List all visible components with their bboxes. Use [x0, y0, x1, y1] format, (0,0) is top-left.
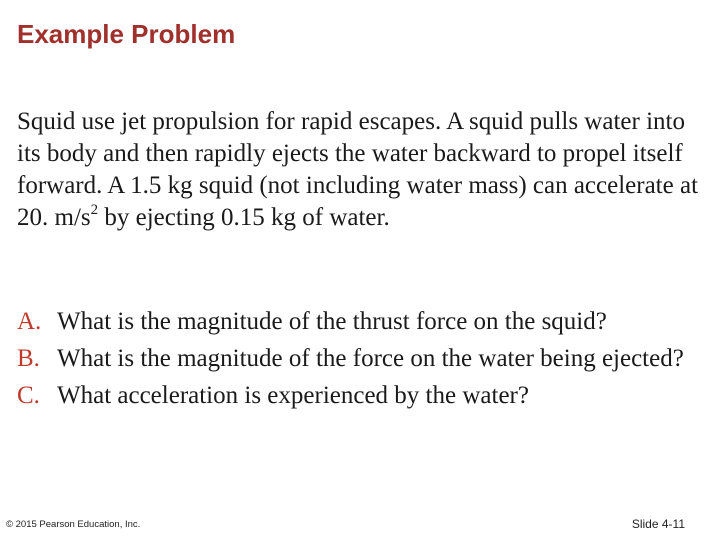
question-letter: A. — [17, 308, 42, 335]
slide-number: Slide 4-11 — [631, 517, 685, 531]
copyright-notice: © 2015 Pearson Education, Inc. — [6, 519, 141, 530]
question-letter: C. — [17, 382, 40, 409]
question-c — [17, 380, 707, 412]
question-b — [17, 343, 707, 375]
problem-statement — [17, 106, 707, 234]
problem-text-part-2: by ejecting 0.15 kg of water. — [98, 204, 390, 231]
problem-text-part-1: Squid use jet propulsion for rapid escapes. A squid pulls water into its body and then rapidly ejects the water backward to propel itself forward. A 1.5 kg squid (not including water mass) can accelerate at 20. m/s — [17, 108, 699, 231]
question-text: What acceleration is experienced by the water? — [57, 382, 529, 409]
slide-title: Example Problem — [17, 19, 236, 49]
question-text: What is the magnitude of the force on the water being ejected? — [57, 345, 684, 372]
question-a — [17, 306, 707, 338]
question-list — [17, 306, 707, 417]
question-text: What is the magnitude of the thrust force on the squid? — [57, 308, 607, 335]
problem-text-superscript: 2 — [90, 201, 99, 218]
question-letter: B. — [17, 345, 40, 372]
